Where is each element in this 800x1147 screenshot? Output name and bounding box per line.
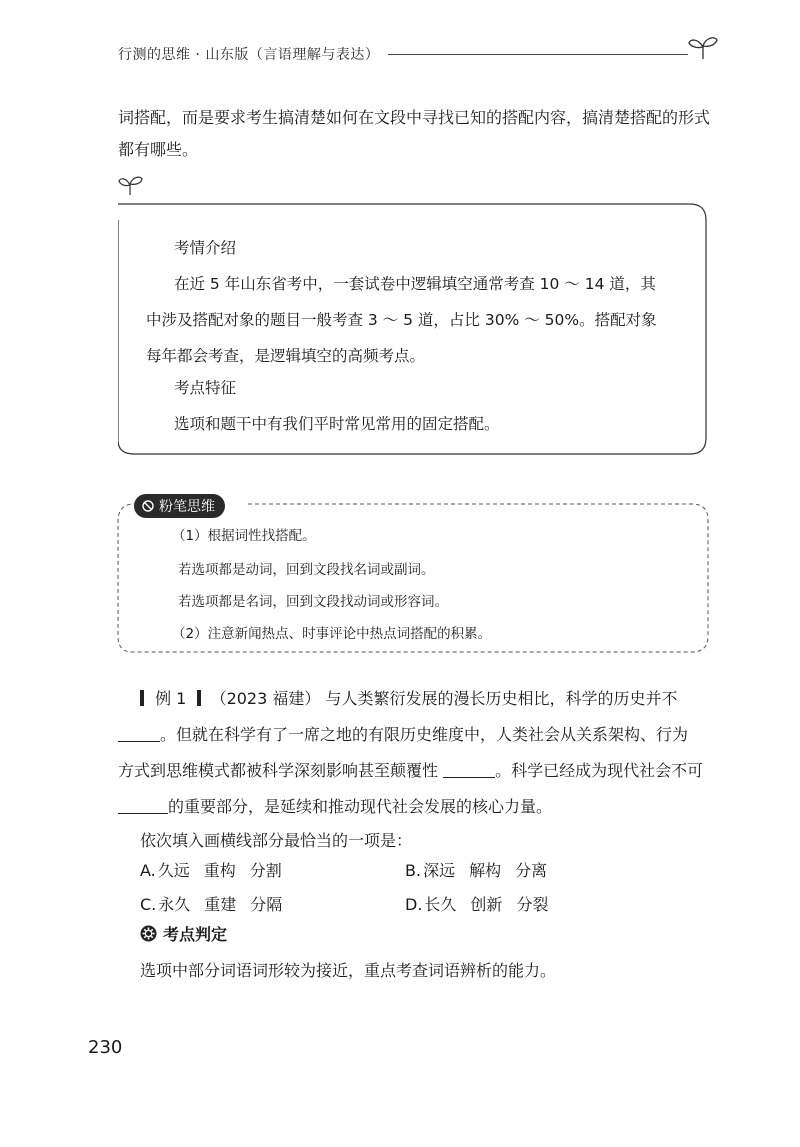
- fill-blank: [443, 761, 495, 778]
- chalk-thinking-box: [116, 500, 710, 656]
- chalk-line: （1）根据词性找搭配。: [172, 528, 316, 544]
- example-text: 的重要部分，是延续和推动现代社会发展的核心力量。: [168, 797, 553, 816]
- example-line: [118, 758, 703, 781]
- chalk-line: 若选项都是动词，回到文段找名词或副词。: [178, 562, 435, 578]
- judgement-text: 选项中部分词语词形较为接近，重点考查词语辨析的能力。: [140, 961, 557, 980]
- example-line: [140, 686, 677, 709]
- exam-point-text: 选项和题干中有我们平时常见常用的固定搭配。: [174, 415, 500, 433]
- sprout-icon: [118, 174, 148, 196]
- chalk-thinking-badge: [134, 494, 225, 518]
- exam-info-panel: [118, 198, 708, 456]
- header-rule: [388, 54, 688, 55]
- gear-icon: [140, 925, 157, 942]
- no-sign-icon: [142, 500, 154, 512]
- option-c: C. 永久 重建 分隔: [140, 895, 283, 914]
- fill-blank: [118, 797, 168, 814]
- question-stem: 依次填入画横线部分最恰当的一项是：: [140, 831, 413, 850]
- chalk-badge-label: 粉笔思维: [159, 499, 215, 515]
- option-a: A. 久远 重构 分割: [140, 861, 282, 880]
- example-text: 。但就在科学有了一席之地的有限历史维度中，人类社会从关系架构、行为: [160, 725, 689, 744]
- chalk-line: 若选项都是名词，回到文段找动词或形容词。: [178, 594, 448, 610]
- example-line: [118, 794, 552, 817]
- exam-info-text: 每年都会考查，是逻辑填空的高频考点。: [146, 347, 426, 365]
- example-tag-bar: [197, 690, 201, 706]
- exam-info-text: 在近 5 年山东省考中，一套试卷中逻辑填空通常考查 10 ～ 14 道，其: [174, 275, 656, 293]
- option-b: B. 深远 解构 分离: [405, 861, 548, 880]
- example-text: 。科学已经成为现代社会不可: [495, 761, 704, 780]
- chalk-line: （2）注意新闻热点、时事评论中热点词搭配的积累。: [172, 626, 492, 642]
- judgement-title: 考点判定: [163, 925, 228, 944]
- fill-blank: [118, 725, 160, 742]
- intro-line: 词搭配，而是要求考生搞清楚如何在文段中寻找已知的搭配内容，搞清楚搭配的形式: [118, 108, 711, 127]
- option-d: D. 长久 创新 分裂: [405, 895, 549, 914]
- example-line: [118, 722, 688, 745]
- example-text: 与人类繁衍发展的漫长历史相比，科学的历史并不: [325, 689, 678, 708]
- example-source: （2023 福建）: [210, 689, 321, 708]
- intro-line: 都有哪些。: [118, 140, 199, 159]
- intro-paragraph: [118, 102, 718, 166]
- example-text: 方式到思维模式都被科学深刻影响甚至颠覆性: [118, 761, 439, 780]
- running-header: [88, 40, 728, 70]
- page-number: 230: [88, 1037, 123, 1058]
- exam-info-title: 考情介绍: [174, 239, 237, 257]
- example-tag-bar: [140, 690, 144, 706]
- judgement-heading: [140, 922, 227, 945]
- sprout-icon: [686, 34, 720, 60]
- running-header-title: 行测的思维 · 山东版（言语理解与表达）: [118, 47, 380, 63]
- exam-info-text: 中涉及搭配对象的题目一般考查 3 ～ 5 道，占比 30% ～ 50%。搭配对象: [146, 311, 657, 329]
- exam-point-title: 考点特征: [174, 379, 237, 397]
- example-label: 例 1: [155, 689, 187, 708]
